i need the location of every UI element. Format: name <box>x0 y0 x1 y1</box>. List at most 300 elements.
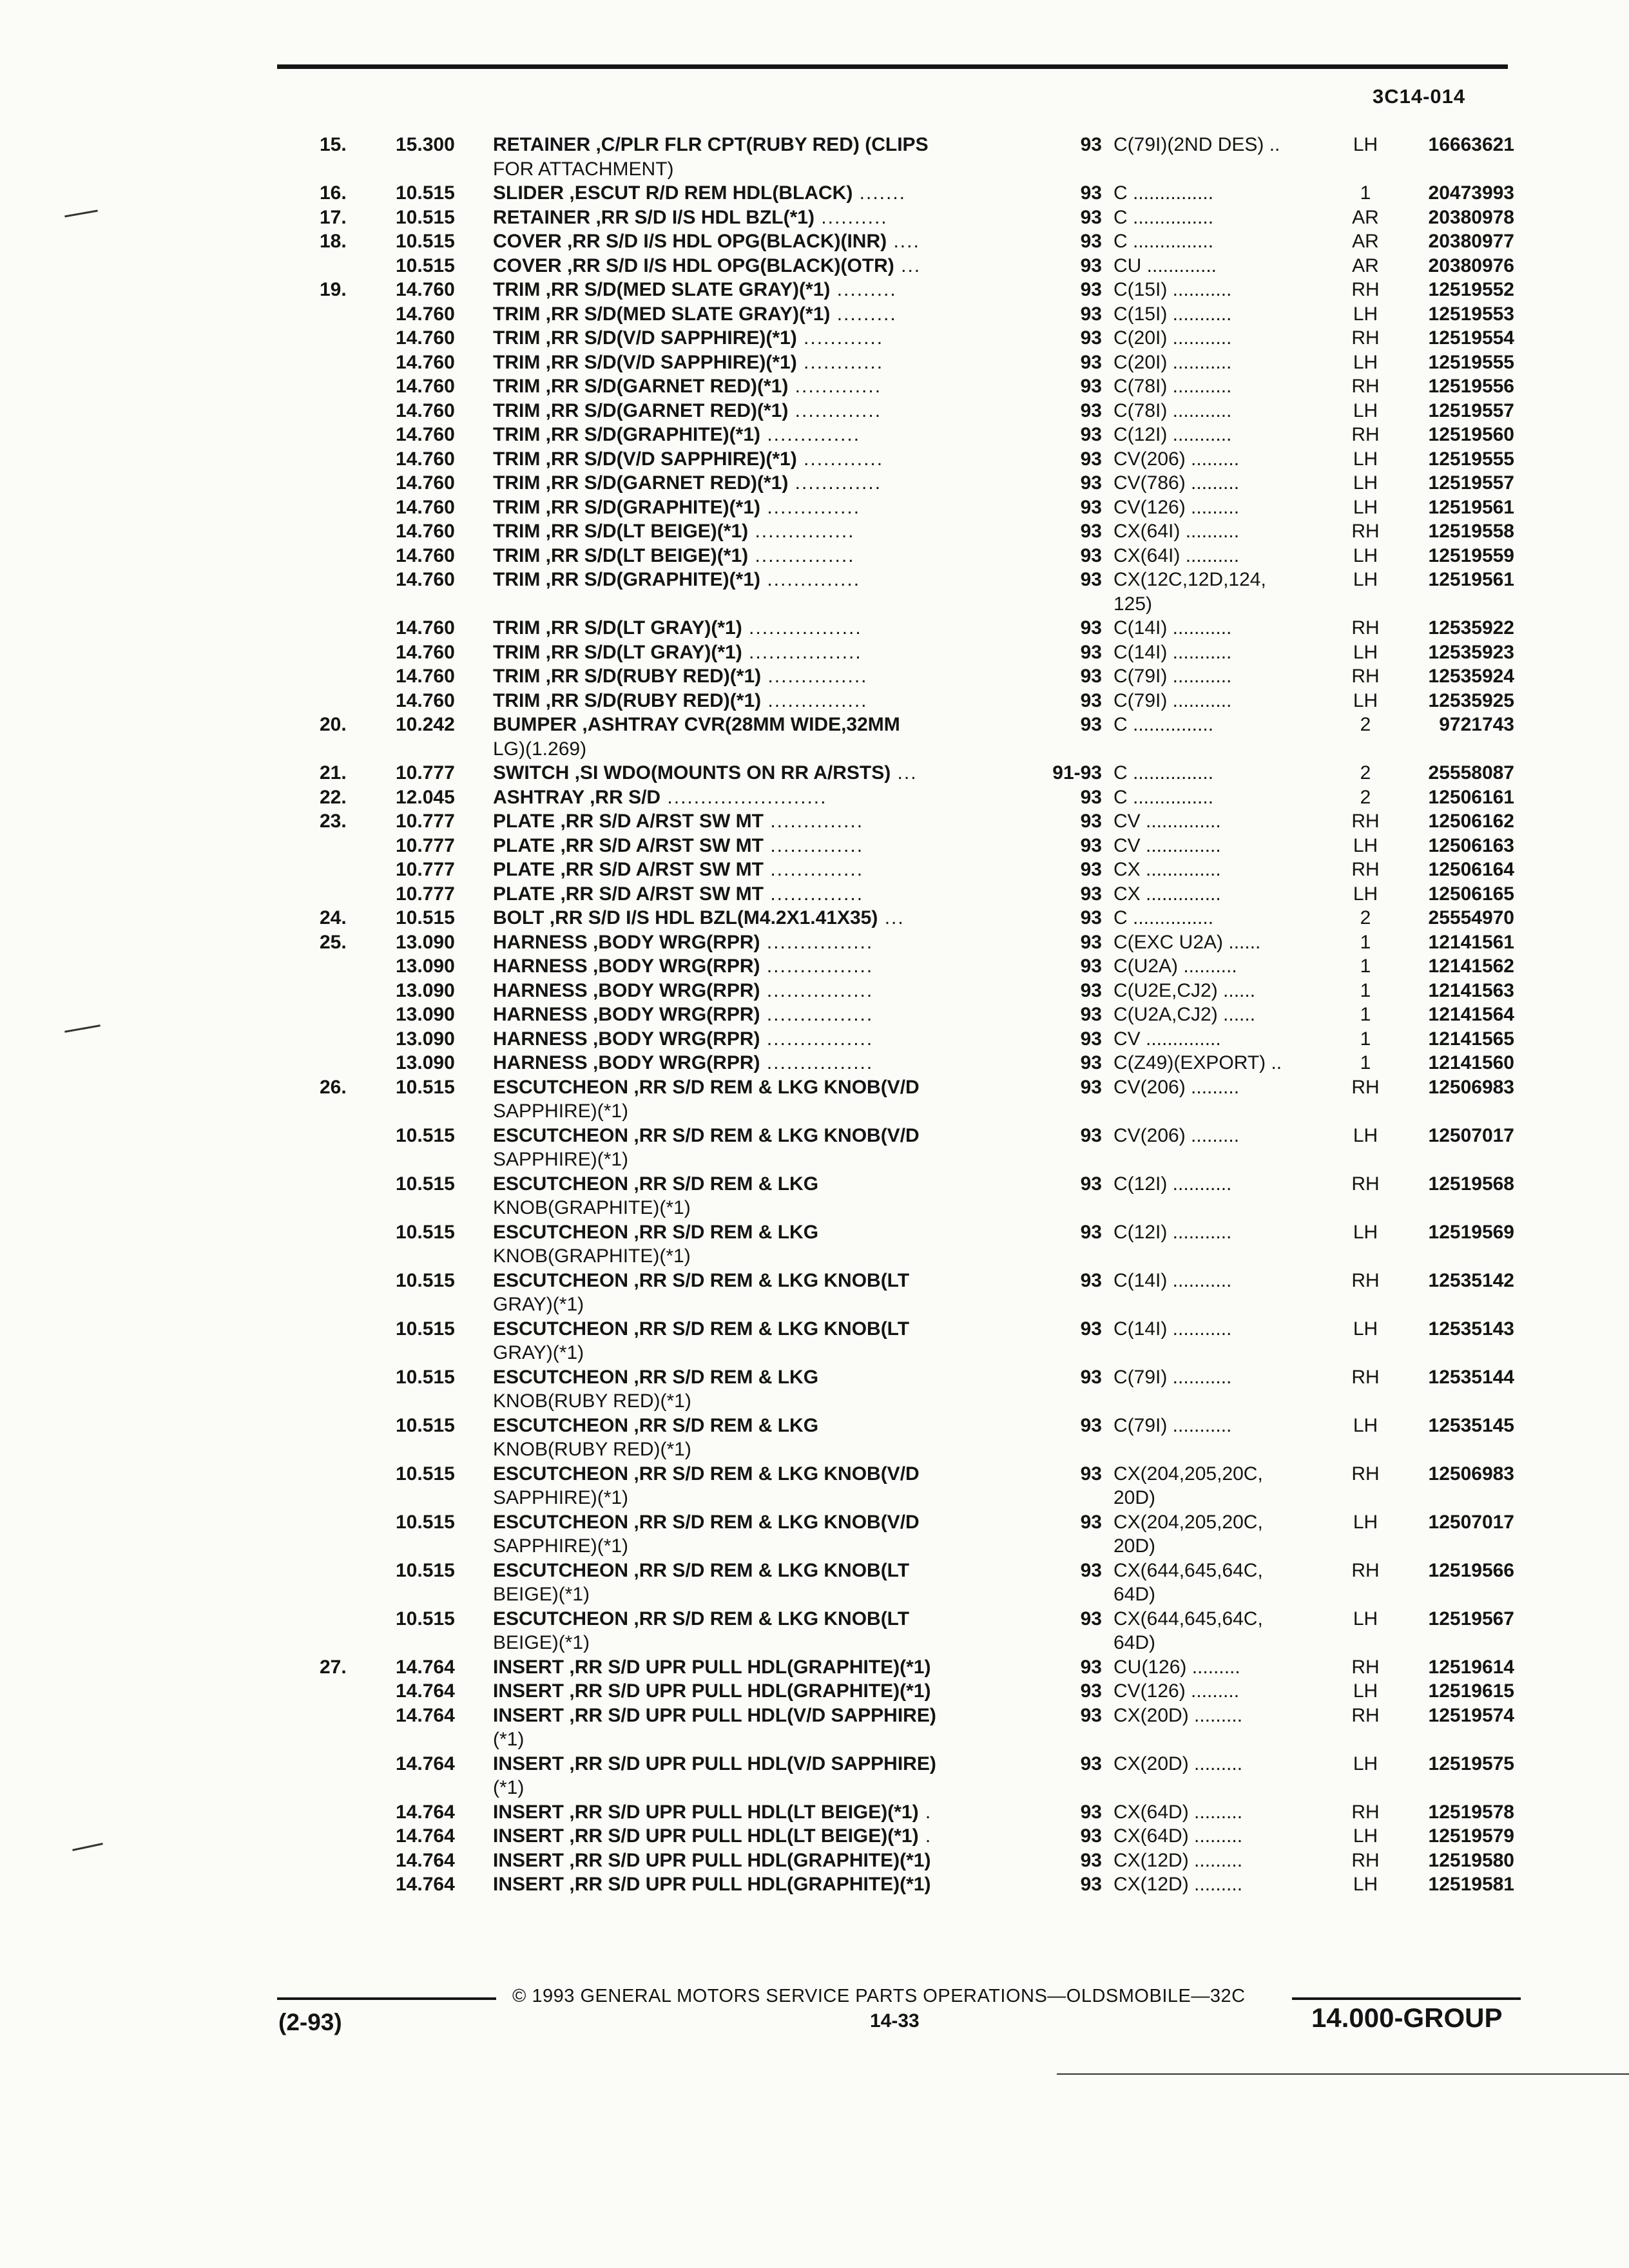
item-number: 18. <box>320 231 347 252</box>
table-row <box>0 1705 1629 1729</box>
description <box>493 1028 1028 1050</box>
quantity: LH <box>1353 351 1378 373</box>
table-row-continuation <box>0 1342 1629 1367</box>
footer-copyright: © 1993 GENERAL MOTORS SERVICE PARTS OPERATIONS—OLDSMOBILE—32C <box>512 1986 1246 2006</box>
quantity: LH <box>1353 569 1378 590</box>
part-number: 20380976 <box>1428 255 1514 276</box>
description <box>493 1608 1028 1629</box>
table-row <box>0 859 1629 883</box>
part-detail: ,RR S/D(RUBY RED)(*1) <box>545 666 762 687</box>
description <box>493 980 1028 1001</box>
quantity: 1 <box>1360 1028 1371 1050</box>
quantity: LH <box>1353 1511 1378 1533</box>
model-year: 93 <box>1080 351 1102 373</box>
description <box>493 1052 1028 1073</box>
part-number: 12519569 <box>1428 1221 1514 1243</box>
table-row <box>0 448 1629 473</box>
description <box>493 1077 1028 1098</box>
model-year: 93 <box>1080 689 1102 711</box>
part-number: 12535145 <box>1428 1414 1514 1436</box>
table-row <box>0 642 1629 666</box>
part-name: COVER <box>493 231 562 252</box>
part-detail: ,RR S/D(LT GRAY)(*1) <box>545 641 742 663</box>
leader-dots: .............. <box>764 811 864 832</box>
part-number: 12141565 <box>1428 1028 1514 1050</box>
part-detail: ,RR S/D REM & LKG KNOB(V/D <box>633 1511 920 1533</box>
description <box>493 569 1028 590</box>
bottom-rule <box>1057 2073 1629 2075</box>
part-number: 12519553 <box>1428 303 1514 325</box>
usage-code: C(79I)(2ND DES) .. <box>1113 134 1280 155</box>
group-ref: 14.760 <box>396 544 455 566</box>
quantity: LH <box>1353 1874 1378 1895</box>
model-year: 93 <box>1080 399 1102 421</box>
description <box>493 883 1028 905</box>
table-row-continuation <box>0 1729 1629 1753</box>
description <box>493 1825 1028 1847</box>
part-detail: ,RR S/D REM & LKG <box>633 1173 819 1195</box>
part-name: INSERT <box>493 1704 564 1726</box>
usage-code: CX(64D) ......... <box>1113 1801 1243 1823</box>
group-ref: 14.760 <box>396 496 455 518</box>
part-number: 12519561 <box>1428 569 1514 590</box>
part-detail: ,RR S/D A/RST SW MT <box>560 834 764 856</box>
group-ref: 10.515 <box>396 1076 455 1098</box>
description-continued: KNOB(RUBY RED)(*1) <box>493 1390 691 1412</box>
model-year: 93 <box>1080 1269 1102 1291</box>
page-number: 14-33 <box>870 2010 920 2032</box>
usage-code: C(78I) ........... <box>1113 399 1232 421</box>
model-year: 93 <box>1080 1173 1102 1195</box>
model-year: 93 <box>1080 448 1102 470</box>
description <box>493 859 1028 880</box>
item-number: 26. <box>320 1076 347 1098</box>
description-continued: SAPPHIRE)(*1) <box>493 1100 629 1122</box>
table-row <box>0 1052 1629 1077</box>
model-year: 93 <box>1080 424 1102 445</box>
model-year: 93 <box>1080 255 1102 276</box>
part-detail: ,RR S/D UPR PULL HDL(LT BEIGE)(*1) <box>569 1801 919 1823</box>
model-year: 93 <box>1080 1656 1102 1678</box>
table-row <box>0 1222 1629 1246</box>
quantity: RH <box>1351 279 1380 300</box>
group-ref: 14.764 <box>396 1825 455 1847</box>
description <box>493 303 1028 325</box>
part-name: INSERT <box>493 1656 564 1678</box>
part-name: TRIM <box>493 351 541 373</box>
part-detail: ,RR S/D REM & LKG <box>633 1414 819 1436</box>
usage-code: CV .............. <box>1113 1028 1221 1050</box>
part-name: HARNESS <box>493 1028 588 1050</box>
part-detail: ,BODY WRG(RPR) <box>593 1004 760 1025</box>
part-detail: ,RR S/D UPR PULL HDL(GRAPHITE)(*1) <box>569 1680 931 1702</box>
description <box>493 1415 1028 1436</box>
quantity: RH <box>1351 811 1380 832</box>
group-ref: 10.515 <box>396 1559 455 1581</box>
model-year: 93 <box>1080 327 1102 349</box>
usage-code: C(78I) ........... <box>1113 376 1232 397</box>
leader-dots: .............. <box>764 859 864 880</box>
part-name: SWITCH <box>493 762 570 783</box>
quantity: RH <box>1351 424 1380 445</box>
part-name: INSERT <box>493 1801 564 1823</box>
table-row-continuation <box>0 593 1629 618</box>
usage-code: CX .............. <box>1113 883 1221 905</box>
group-ref: 10.515 <box>396 182 455 204</box>
description-continued: BEIGE)(*1) <box>493 1632 590 1653</box>
usage-code: C ............... <box>1113 762 1214 783</box>
description <box>493 207 1028 228</box>
group-ref: 13.090 <box>396 979 455 1001</box>
group-title: 14.000-GROUP <box>1311 2003 1503 2033</box>
table-row <box>0 1657 1629 1681</box>
part-number: 12535922 <box>1428 617 1514 639</box>
part-number: 12519575 <box>1428 1753 1514 1774</box>
description <box>493 1802 1028 1823</box>
part-detail: ,RR S/D A/RST SW MT <box>560 883 764 905</box>
model-year: 93 <box>1080 617 1102 639</box>
model-year: 93 <box>1080 956 1102 977</box>
quantity: LH <box>1353 448 1378 470</box>
usage-code: CV(206) ......... <box>1113 1124 1240 1146</box>
usage-code: C(79I) ........... <box>1113 666 1232 687</box>
part-number: 12519555 <box>1428 351 1514 373</box>
usage-code: C(EXC U2A) ...... <box>1113 931 1261 953</box>
model-year: 93 <box>1080 134 1102 155</box>
part-name: ASHTRAY <box>493 786 584 808</box>
part-name: BUMPER <box>493 714 577 735</box>
part-number: 20380978 <box>1428 206 1514 228</box>
leader-dots: ................. <box>742 617 862 639</box>
description-continued: GRAY)(*1) <box>493 1294 584 1315</box>
quantity: RH <box>1351 666 1380 687</box>
part-number: 25554970 <box>1428 907 1514 928</box>
part-name: BOLT <box>493 907 545 928</box>
quantity: RH <box>1351 1463 1380 1485</box>
part-number: 12506162 <box>1428 811 1514 832</box>
description <box>493 617 1028 639</box>
model-year: 93 <box>1080 1414 1102 1436</box>
model-year: 93 <box>1080 1052 1102 1073</box>
table-row <box>0 255 1629 280</box>
usage-code: CV .............. <box>1113 834 1221 856</box>
part-detail: ,RR S/D(GRAPHITE)(*1) <box>545 569 761 590</box>
part-detail: ,RR S/D REM & LKG KNOB(LT <box>633 1269 910 1291</box>
leader-dots: .......... <box>814 206 888 228</box>
part-detail: ,RR S/D I/S HDL OPG(BLACK)(OTR) <box>567 255 894 276</box>
part-number: 12519567 <box>1428 1608 1514 1629</box>
part-detail: ,RR S/D REM & LKG KNOB(LT <box>633 1559 910 1581</box>
quantity: 2 <box>1360 714 1371 735</box>
part-number: 12519557 <box>1428 399 1514 421</box>
table-row <box>0 714 1629 738</box>
group-ref: 10.515 <box>396 1124 455 1146</box>
usage-code: CV(126) ......... <box>1113 1680 1240 1702</box>
table-row <box>0 1318 1629 1343</box>
part-detail: ,RR S/D(MED SLATE GRAY)(*1) <box>545 279 831 300</box>
usage-code: C ............... <box>1113 714 1214 735</box>
usage-code: CV(126) ......... <box>1113 496 1240 518</box>
table-row <box>0 352 1629 376</box>
description <box>493 1367 1028 1388</box>
model-year: 93 <box>1080 1511 1102 1533</box>
part-detail: ,BODY WRG(RPR) <box>593 979 760 1001</box>
quantity: LH <box>1353 1124 1378 1146</box>
item-number: 21. <box>320 762 347 783</box>
usage-code: C(14I) ........... <box>1113 641 1232 663</box>
part-number: 12519574 <box>1428 1704 1514 1726</box>
group-ref: 10.515 <box>396 1318 455 1340</box>
table-row <box>0 1560 1629 1584</box>
description <box>493 762 1028 783</box>
item-number: 15. <box>320 134 347 155</box>
part-name: INSERT <box>493 1680 564 1702</box>
description <box>493 352 1028 373</box>
leader-dots: ............. <box>788 399 882 421</box>
description <box>493 1657 1028 1678</box>
table-row <box>0 569 1629 593</box>
table-row <box>0 1004 1629 1028</box>
part-detail: ,RR S/D(MED SLATE GRAY)(*1) <box>545 303 831 325</box>
quantity: RH <box>1351 1849 1380 1871</box>
part-number: 12535144 <box>1428 1366 1514 1388</box>
quantity: LH <box>1353 496 1378 518</box>
part-name: TRIM <box>493 617 541 639</box>
table-row <box>0 1802 1629 1826</box>
table-row-continuation <box>0 1390 1629 1415</box>
part-number: 12519555 <box>1428 448 1514 470</box>
quantity: 1 <box>1360 979 1371 1001</box>
model-year: 93 <box>1080 1004 1102 1025</box>
table-row <box>0 521 1629 545</box>
table-row <box>0 617 1629 642</box>
table-row-continuation <box>0 1245 1629 1270</box>
part-number: 12519557 <box>1428 472 1514 494</box>
usage-code: C(79I) ........... <box>1113 1414 1232 1436</box>
leader-dots: ............ <box>796 351 884 373</box>
table-row <box>0 1463 1629 1488</box>
quantity: LH <box>1353 689 1378 711</box>
table-row <box>0 1753 1629 1778</box>
model-year: 93 <box>1080 1028 1102 1050</box>
quantity: RH <box>1351 1269 1380 1291</box>
leader-dots: ... <box>878 907 905 928</box>
part-number: 12141561 <box>1428 931 1514 953</box>
item-number: 22. <box>320 786 347 808</box>
description-continued: FOR ATTACHMENT) <box>493 158 674 180</box>
quantity: 2 <box>1360 786 1371 808</box>
part-detail: ,ASHTRAY CVR(28MM WIDE,32MM <box>582 714 900 735</box>
item-number: 17. <box>320 206 347 228</box>
part-name: TRIM <box>493 569 541 590</box>
model-year: 93 <box>1080 1366 1102 1388</box>
table-row <box>0 279 1629 303</box>
part-number: 12507017 <box>1428 1511 1514 1533</box>
model-year: 93 <box>1080 376 1102 397</box>
group-ref: 10.515 <box>396 1366 455 1388</box>
footer-rule <box>1292 1997 1521 2000</box>
usage-code: C(12I) ........... <box>1113 1221 1232 1243</box>
quantity: RH <box>1351 1656 1380 1678</box>
usage-code: CX(12D) ......... <box>1113 1874 1243 1895</box>
table-row <box>0 1874 1629 1898</box>
description <box>493 835 1028 856</box>
usage-code: CV(206) ......... <box>1113 448 1240 470</box>
model-year: 93 <box>1080 496 1102 518</box>
part-name: ESCUTCHEON <box>493 1559 629 1581</box>
usage-code: CU ............. <box>1113 255 1217 276</box>
usage-code: C ............... <box>1113 182 1214 204</box>
item-number: 20. <box>320 714 347 735</box>
group-ref: 14.764 <box>396 1680 455 1702</box>
part-detail: ,RR S/D(GRAPHITE)(*1) <box>545 424 761 445</box>
part-name: TRIM <box>493 448 541 470</box>
part-detail: ,RR S/D REM & LKG KNOB(V/D <box>633 1463 920 1485</box>
usage-code: CU(126) ......... <box>1113 1656 1240 1678</box>
part-name: ESCUTCHEON <box>493 1511 629 1533</box>
part-number: 12519566 <box>1428 1559 1514 1581</box>
group-ref: 14.764 <box>396 1704 455 1726</box>
item-number: 23. <box>320 811 347 832</box>
table-row <box>0 666 1629 690</box>
part-number: 12506164 <box>1428 859 1514 880</box>
description <box>493 1004 1028 1025</box>
part-detail: ,RR S/D A/RST SW MT <box>560 859 764 880</box>
model-year: 93 <box>1080 883 1102 905</box>
usage-code: C(14I) ........... <box>1113 617 1232 639</box>
part-name: ESCUTCHEON <box>493 1173 629 1195</box>
table-row <box>0 424 1629 448</box>
quantity: RH <box>1351 376 1380 397</box>
part-number: 12519559 <box>1428 544 1514 566</box>
table-row <box>0 134 1629 159</box>
part-name: PLATE <box>493 811 555 832</box>
part-number: 12519556 <box>1428 376 1514 397</box>
item-number: 27. <box>320 1656 347 1678</box>
quantity: LH <box>1353 1221 1378 1243</box>
description <box>493 642 1028 663</box>
description <box>493 521 1028 542</box>
part-name: INSERT <box>493 1753 564 1774</box>
part-number: 12535924 <box>1428 666 1514 687</box>
table-row-continuation <box>0 1584 1629 1608</box>
part-number: 12535143 <box>1428 1318 1514 1340</box>
usage-code: C(U2A) .......... <box>1113 956 1237 977</box>
part-number: 12519560 <box>1428 424 1514 445</box>
group-ref: 14.760 <box>396 666 455 687</box>
part-number: 12519581 <box>1428 1874 1514 1895</box>
part-number: 12141563 <box>1428 979 1514 1001</box>
part-number: 12519579 <box>1428 1825 1514 1847</box>
model-year: 93 <box>1080 979 1102 1001</box>
quantity: LH <box>1353 1753 1378 1774</box>
leader-dots: . <box>918 1801 932 1823</box>
part-name: TRIM <box>493 496 541 518</box>
quantity: LH <box>1353 1608 1378 1629</box>
usage-code: CX(64D) ......... <box>1113 1825 1243 1847</box>
leader-dots: ............... <box>748 544 855 566</box>
part-detail: ,RR S/D(V/D SAPPHIRE)(*1) <box>545 327 797 349</box>
part-name: TRIM <box>493 689 541 711</box>
part-name: INSERT <box>493 1874 564 1895</box>
quantity: 2 <box>1360 762 1371 783</box>
table-row <box>0 231 1629 255</box>
table-row-continuation <box>0 738 1629 763</box>
model-year: 93 <box>1080 206 1102 228</box>
part-number: 12519578 <box>1428 1801 1514 1823</box>
leader-dots: ............... <box>748 521 855 542</box>
description <box>493 1560 1028 1581</box>
part-name: ESCUTCHEON <box>493 1076 629 1098</box>
table-row <box>0 932 1629 956</box>
part-detail: ,RR S/D I/S HDL BZL(*1) <box>595 206 815 228</box>
quantity: AR <box>1352 255 1379 276</box>
table-row <box>0 1825 1629 1850</box>
usage-code: C ............... <box>1113 206 1214 228</box>
description-continued: LG)(1.269) <box>493 738 587 760</box>
model-year: 93 <box>1080 811 1102 832</box>
part-number: 16663621 <box>1428 134 1514 155</box>
footer-rule <box>277 1997 496 2000</box>
leader-dots: ................ <box>760 931 874 953</box>
part-name: ESCUTCHEON <box>493 1366 629 1388</box>
part-number: 25558087 <box>1428 762 1514 783</box>
part-name: TRIM <box>493 666 541 687</box>
usage-code: CV(206) ......... <box>1113 1076 1240 1098</box>
group-ref: 10.242 <box>396 714 455 735</box>
quantity: 1 <box>1360 1004 1371 1025</box>
table-row <box>0 1850 1629 1874</box>
table-row-continuation <box>0 1535 1629 1560</box>
description <box>493 1125 1028 1146</box>
part-number: 12519568 <box>1428 1173 1514 1195</box>
part-number: 12141564 <box>1428 1004 1514 1025</box>
model-year: 93 <box>1080 1463 1102 1485</box>
part-detail: ,RR S/D(LT BEIGE)(*1) <box>545 521 749 542</box>
description <box>493 376 1028 397</box>
group-ref: 14.760 <box>396 617 455 639</box>
model-year: 93 <box>1080 544 1102 566</box>
description <box>493 279 1028 300</box>
model-year: 93 <box>1080 279 1102 300</box>
top-rule <box>277 64 1508 69</box>
description <box>493 1850 1028 1871</box>
group-ref: 10.777 <box>396 859 455 880</box>
description-continued: (*1) <box>493 1777 525 1798</box>
leader-dots: ............... <box>761 689 868 711</box>
part-name: ESCUTCHEON <box>493 1318 629 1340</box>
description <box>493 1318 1028 1340</box>
table-row <box>0 835 1629 860</box>
usage-code: CX(644,645,64C, <box>1113 1559 1263 1581</box>
part-number: 20473993 <box>1428 182 1514 204</box>
usage-code: CX .............. <box>1113 859 1221 880</box>
leader-dots: ............. <box>788 472 882 494</box>
part-detail: ,BODY WRG(RPR) <box>593 956 760 977</box>
part-detail: ,ESCUT R/D REM HDL(BLACK) <box>569 182 853 204</box>
group-ref: 10.777 <box>396 834 455 856</box>
description <box>493 690 1028 711</box>
table-row <box>0 497 1629 521</box>
item-number: 19. <box>320 279 347 300</box>
part-number: 12506165 <box>1428 883 1514 905</box>
description <box>493 714 1028 735</box>
group-ref: 10.515 <box>396 206 455 228</box>
item-number: 25. <box>320 931 347 953</box>
description <box>493 932 1028 953</box>
quantity: LH <box>1353 1318 1378 1340</box>
model-year: 93 <box>1080 786 1102 808</box>
